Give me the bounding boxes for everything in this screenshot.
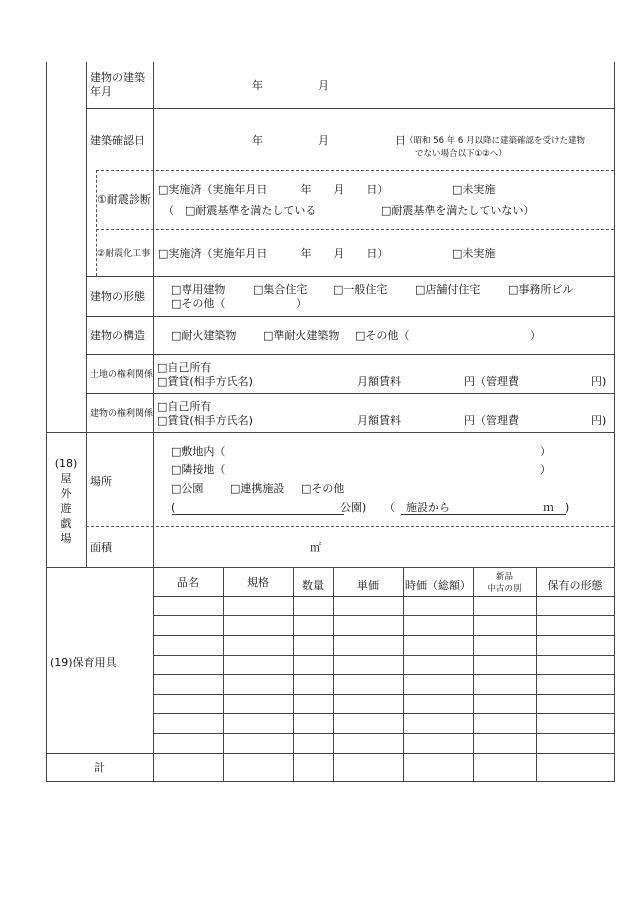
confirm-day: 日 [395, 134, 406, 147]
form-opt-2: □集合住宅 [253, 283, 308, 296]
vline [473, 567, 474, 781]
build-date-label-2: 年月 [90, 85, 112, 98]
build-year: 年 [252, 79, 263, 92]
col-header-spec: 規格 [247, 576, 269, 589]
place-partner: □連携施設 [230, 482, 285, 495]
place-from-facility: （ 施設から [384, 501, 450, 514]
structure-opt-1: □耐火建築物 [171, 329, 237, 342]
playground-char: 屋 [60, 472, 72, 485]
build-month: 月 [318, 79, 329, 92]
form-opt-4: □店舗付住宅 [415, 283, 481, 296]
land-yen-1: 円（管理費 [464, 375, 519, 388]
place-adjacent-close: ） [540, 463, 551, 476]
place-site-close: ） [540, 445, 551, 458]
bldg-own: □自己所有 [157, 400, 212, 413]
equipment-label: (19)保育用具 [50, 656, 117, 669]
retrofit-done: □実施済（実施年月日 年 月 日） [158, 247, 389, 260]
outer-left-border [46, 62, 47, 782]
form-opt-6: □その他（ [171, 297, 226, 310]
confirm-year: 年 [252, 134, 263, 147]
area-unit: ㎡ [310, 541, 321, 554]
confirm-note-1: （昭和 56 年 6 月以降に建築確認を受けた建物 [405, 136, 586, 146]
playground-char: 場 [60, 532, 72, 545]
playground-char: 外 [60, 487, 72, 500]
structure-opt-3-close: ） [530, 329, 541, 342]
hline-dashed [86, 526, 614, 527]
hline [46, 781, 614, 782]
vline [536, 567, 537, 781]
bldg-lease: □賃貸(相手方氏名) [157, 414, 253, 427]
place-site: □敷地内（ [171, 445, 226, 458]
land-own: □自己所有 [157, 361, 212, 374]
confirm-month: 月 [318, 134, 329, 147]
bldg-yen-2: 円) [591, 414, 607, 427]
area-label: 面積 [90, 541, 112, 554]
form-opt-6-close: ） [296, 297, 307, 310]
place-meters: ｍ ) [543, 501, 570, 514]
vline [293, 567, 294, 781]
playground-num: (18) [54, 457, 78, 470]
hline [46, 567, 614, 568]
underline [401, 514, 566, 515]
retrofit-label: ②耐震化工事 [97, 249, 151, 259]
hline [86, 276, 614, 277]
diagnosis-label: ①耐震診断 [97, 193, 151, 206]
col-header-used: 中古の別 [487, 584, 522, 594]
diagnosis-not-meets: □耐震基準を満たしていない） [381, 204, 535, 217]
col-header-price: 単価 [357, 579, 379, 592]
structure-opt-3: □その他（ [355, 329, 410, 342]
confirm-date-label: 建築確認日 [90, 134, 145, 147]
place-park-word: 公園) [340, 501, 367, 514]
form-opt-1: □専用建物 [171, 283, 226, 296]
bldg-yen-1: 円（管理費 [464, 414, 519, 427]
hline [46, 753, 614, 754]
place-open-paren: ( [171, 501, 176, 514]
hline [86, 108, 614, 109]
form-opt-3: □一般住宅 [333, 283, 388, 296]
col-header-ownership: 保有の形態 [547, 579, 603, 592]
playground-char: 遊 [60, 502, 72, 515]
vline [333, 567, 334, 781]
hline [86, 393, 614, 394]
hline [86, 316, 614, 317]
diagnosis-not-done: □未実施 [452, 183, 496, 196]
land-rights-label: 土地の権利関係 [90, 370, 154, 380]
diagnosis-done: □実施済（実施年月日 年 月 日） [158, 183, 389, 196]
vline [403, 567, 404, 781]
bldg-rights-label: 建物の権利関係 [90, 409, 154, 419]
underline [172, 514, 344, 515]
hline [46, 432, 614, 433]
col-header-value: 時価（総額） [405, 579, 471, 592]
place-other: □その他 [301, 482, 345, 495]
place-label: 場所 [90, 475, 112, 488]
col-divider-1 [86, 62, 87, 567]
col-header-name: 品名 [177, 576, 199, 589]
hline-dashed [96, 229, 614, 230]
land-rent: 月額賃料 [357, 375, 401, 388]
outer-right-border [614, 62, 615, 782]
form-opt-5: □事務所ビル [508, 283, 574, 296]
vline [223, 567, 224, 781]
place-adjacent: □隣接地（ [171, 463, 226, 476]
playground-char: 戯 [60, 517, 72, 530]
structure-opt-2: □準耐火建築物 [263, 329, 340, 342]
total-label: 計 [94, 761, 105, 774]
land-lease: □賃貸(相手方氏名) [157, 375, 253, 388]
land-yen-2: 円) [591, 375, 607, 388]
build-date-label: 建物の建築 [90, 71, 145, 84]
structure-label: 建物の構造 [90, 329, 145, 342]
hline-dashed [96, 170, 614, 171]
hline [86, 354, 614, 355]
col-header-new: 新品 [495, 572, 513, 582]
col-header-qty: 数量 [302, 579, 324, 592]
bldg-rent: 月額賃料 [357, 414, 401, 427]
diagnosis-meets: （ □耐震基準を満たしている [163, 204, 317, 217]
place-park: □公園 [171, 482, 204, 495]
form-label: 建物の形態 [90, 290, 145, 303]
confirm-note-2: でない場合以下①②へ） [415, 149, 507, 159]
retrofit-not-done: □未実施 [452, 247, 496, 260]
